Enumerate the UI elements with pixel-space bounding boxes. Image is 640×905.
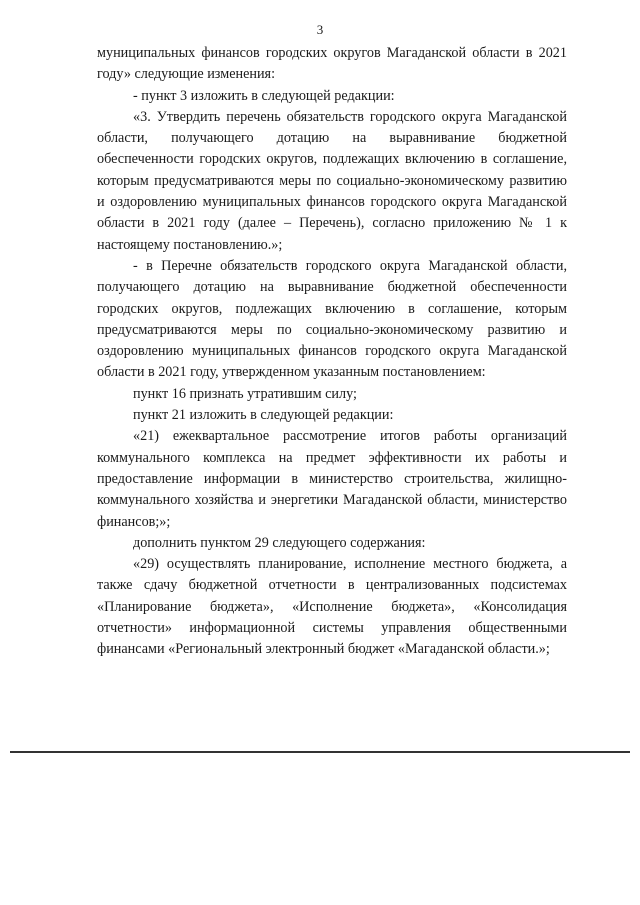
paragraph-item-21-text: «21) ежеквартальное рассмотрение итогов работы организаций коммунального комплекса на предмет эффективности их работы и предоставление информации в министерство строительства, жилищно-коммунального хозяйства и энергетики Магаданской области, министерство финансов;»; bbox=[97, 428, 567, 530]
paragraph-item-16-void: пункт 16 признать утратившим силу; bbox=[133, 385, 357, 402]
paragraph-continuation: муниципальных финансов городских округов Магаданской области в 2021 году» следующие изменения: bbox=[97, 45, 567, 83]
document-body bbox=[97, 43, 567, 661]
paragraph-item-3-text: «3. Утвердить перечень обязательств городского округа Магаданской области, получающего дотацию на выравнивание бюджетной обеспеченности городских округов, подлежащих включению в соглашение, которым предусматриваются меры по социально-экономическому развитию и оздоровлению муниципальных финансов городского округа Магаданской области в 2021 году (далее – Перечень), согласно приложению № 1 к настоящему постановлению.»; bbox=[97, 108, 567, 253]
paragraph-item-29-text: «29) осуществлять планирование, исполнение местного бюджета, а также сдачу бюджетной отчетности в централизованных подсистемах «Планирование бюджета», «Исполнение бюджета», «Консолидация отчетности» информационной системы управления общественными финансами «Региональный электронный бюджет «Магаданской области.»; bbox=[97, 556, 567, 658]
paragraph-list-amendments: - в Перечне обязательств городского округа Магаданской области, получающего дотацию на выравнивание бюджетной обеспеченности городских округов, подлежащих включению в соглашение, которым предусматриваются меры по социально-экономическому развитию и оздоровлению муниципальных финансов городского округа Магаданской области в 2021 году, утвержденном указанным постановлением: bbox=[97, 257, 567, 381]
page-number: 3 bbox=[316, 22, 324, 37]
page-bottom-rule bbox=[10, 751, 630, 753]
paragraph-add-item-29: дополнить пунктом 29 следующего содержания: bbox=[133, 534, 426, 551]
paragraph-amend-item-3: - пункт 3 изложить в следующей редакции: bbox=[133, 87, 395, 104]
paragraph-amend-item-21: пункт 21 изложить в следующей редакции: bbox=[133, 407, 394, 424]
